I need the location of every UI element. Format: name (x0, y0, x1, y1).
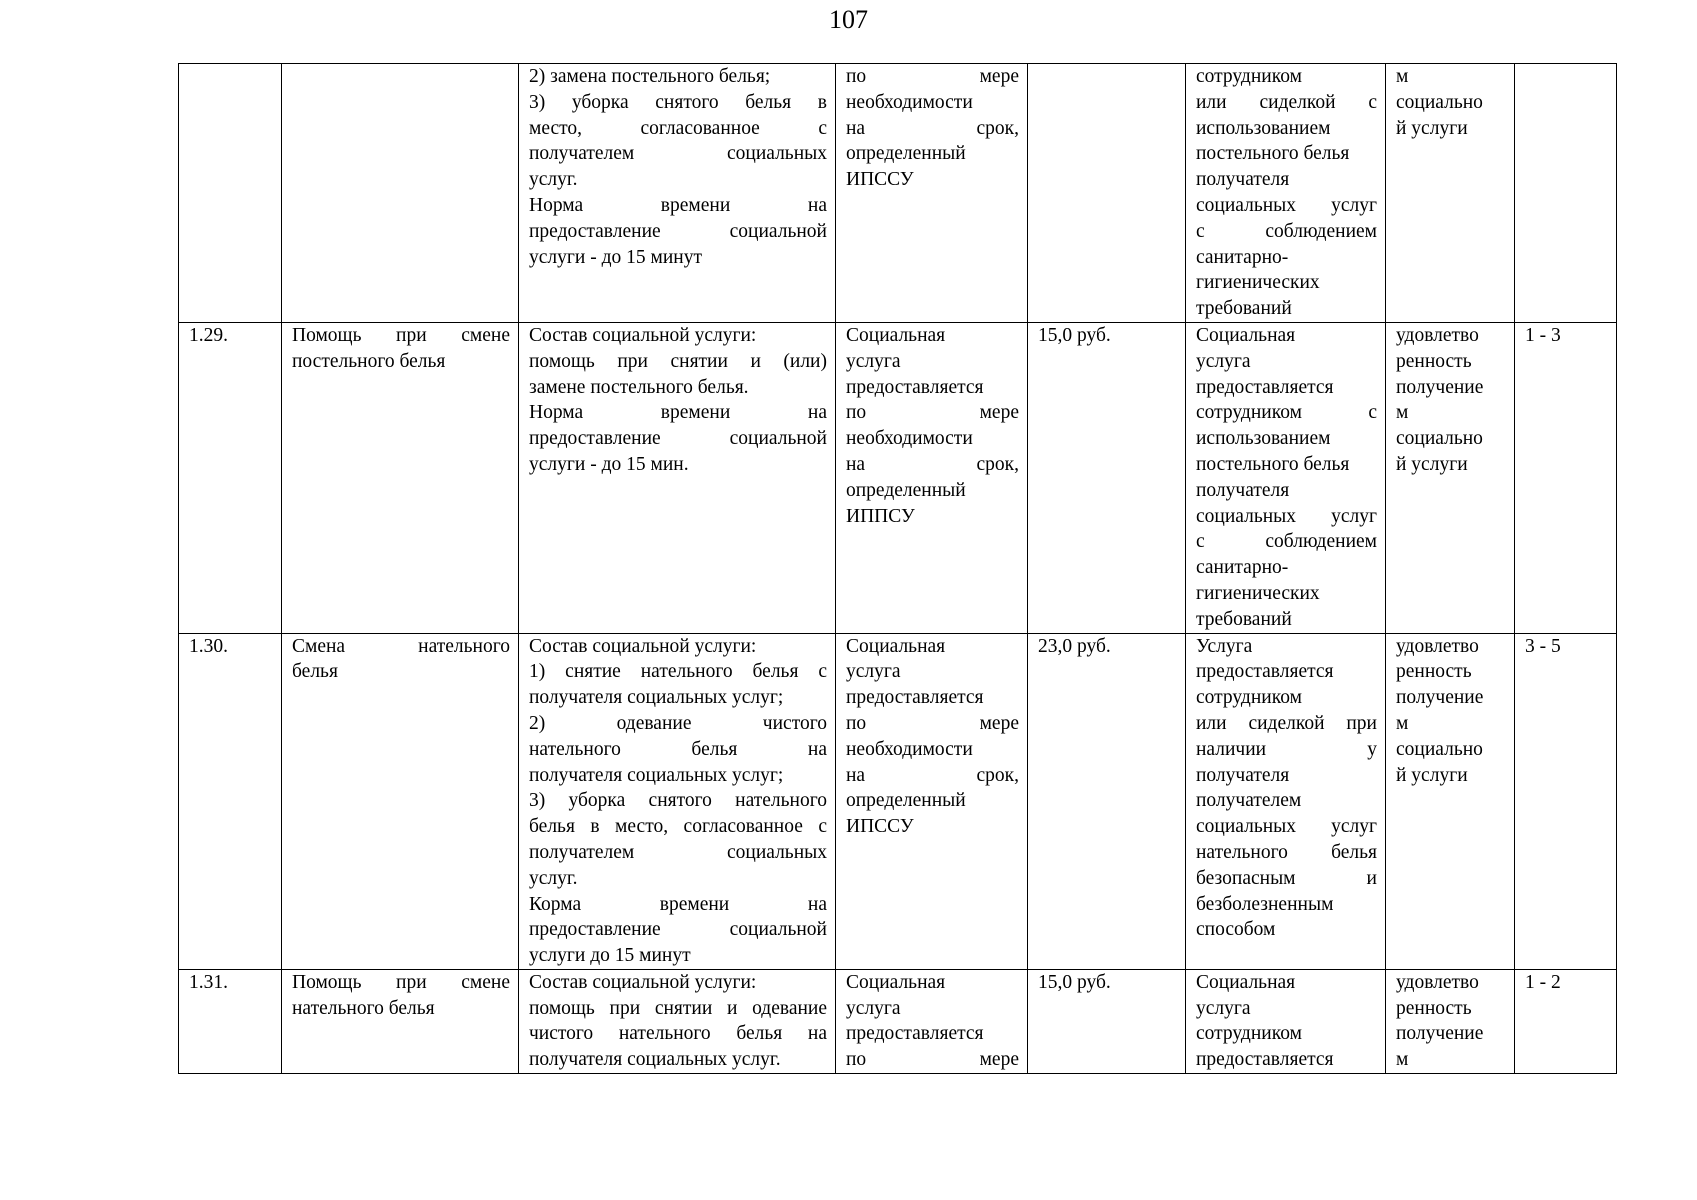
cell-text-line: нательного белья на (529, 738, 827, 760)
cell-text-line: с соблюдением (1196, 220, 1377, 242)
cell-text-line: получателя (1196, 169, 1290, 191)
cell-text-line: требований (1196, 298, 1292, 320)
indicator-cell (1386, 969, 1515, 1073)
price-cell (1028, 969, 1186, 1073)
conditions-cell (836, 969, 1028, 1073)
cell-text-line: определенный (846, 479, 966, 501)
cell-text-line: постельного белья (1196, 453, 1350, 475)
cell-text-line: получателем (1196, 790, 1302, 812)
cell-text-line: нательного белья (292, 997, 435, 1019)
cell-text-line: м (1396, 712, 1409, 734)
cell-text-line: Социальная (846, 635, 946, 657)
cell-text-line: социально (1396, 91, 1483, 113)
cell-text-line: социальных услуг (1196, 505, 1377, 527)
cell-text-line: услуги - до 15 минут (529, 246, 702, 268)
method-cell (1186, 322, 1386, 633)
cell-text-line: 1.30. (189, 635, 228, 657)
cell-text-line: санитарно- (1196, 246, 1289, 268)
cell-text-line: й услуги (1396, 453, 1468, 475)
method-cell (1186, 633, 1386, 969)
cell-text-line: услуга (846, 661, 901, 683)
cell-text-line: предоставление социальной (529, 220, 827, 242)
cell-text-line: Услуга (1196, 635, 1253, 657)
cell-text-line: необходимости (846, 428, 973, 450)
cell-text-line: по мере (846, 1049, 1019, 1071)
cell-text-line: на срок, (846, 117, 1019, 139)
cell-text-line: использованием (1196, 117, 1331, 139)
cell-text-line: Социальная (846, 324, 946, 346)
indicator-cell (1386, 64, 1515, 323)
cell-text-line: 1.31. (189, 971, 228, 993)
cell-text-line: услуг. (529, 867, 578, 889)
cell-text-line: 2) замена постельного белья; (529, 66, 771, 87)
cell-text-line: нательного белья (1196, 841, 1377, 863)
cell-text-line: или сиделкой при (1196, 712, 1377, 734)
table-row (179, 322, 1617, 633)
cell-text-line: услуги - до 15 мин. (529, 453, 689, 475)
method-cell (1186, 969, 1386, 1073)
cell-text-line: Смена нательного (292, 635, 510, 657)
service-name-cell (282, 633, 519, 969)
cell-text-line: Корма времени на (529, 893, 827, 915)
cell-text-line: замене постельного белья. (529, 376, 749, 398)
cell-text-line: по мере (846, 66, 1019, 87)
cell-text-line: Помощь при смене (292, 324, 510, 346)
cell-text-line: получение (1396, 687, 1484, 709)
price-cell (1028, 64, 1186, 323)
cell-text-line: получателем социальных (529, 841, 827, 863)
cell-text-line: с соблюдением (1196, 531, 1377, 553)
service-name-cell (282, 969, 519, 1073)
cell-text-line: или сиделкой с (1196, 91, 1377, 113)
cell-text-line: м (1396, 1049, 1409, 1071)
conditions-cell (836, 64, 1028, 323)
cell-text-line: 15,0 руб. (1038, 971, 1111, 993)
cell-text-line: необходимости (846, 91, 973, 113)
cell-text-line: постельного белья (292, 350, 446, 372)
cell-text-line: помощь при снятии и одевание (529, 997, 827, 1019)
services-table (178, 63, 1617, 1074)
cell-text-line: м (1396, 402, 1409, 424)
evaluation-range-cell (1515, 633, 1617, 969)
cell-text-line: санитарно- (1196, 557, 1289, 579)
cell-text-line: 3 - 5 (1525, 635, 1561, 657)
cell-text-line: 15,0 руб. (1038, 324, 1111, 346)
cell-text-line: социальных услуг (1196, 816, 1377, 838)
cell-text-line: получение (1396, 376, 1484, 398)
cell-text-line: наличии у (1196, 738, 1377, 760)
cell-text-line: безболезненным (1196, 893, 1334, 915)
cell-text-line: гигиенических (1196, 272, 1320, 294)
cell-text-line: удовлетво (1396, 971, 1479, 993)
cell-text-line: Состав социальной услуги: (529, 971, 757, 993)
cell-text-line: предоставляется (846, 687, 984, 709)
cell-text-line: 1 - 2 (1525, 971, 1561, 993)
cell-text-line: предоставляется (846, 1023, 984, 1045)
table-row (179, 969, 1617, 1073)
cell-text-line: м (1396, 66, 1409, 87)
cell-text-line: предоставляется (846, 376, 984, 398)
cell-text-line: белья в место, согласованное с (529, 816, 827, 838)
cell-text-line: способом (1196, 919, 1276, 941)
indicator-cell (1386, 322, 1515, 633)
cell-text-line: Состав социальной услуги: (529, 324, 757, 346)
cell-text-line: сотрудником (1196, 1023, 1302, 1045)
service-content-cell (519, 969, 836, 1073)
row-number-cell (179, 969, 282, 1073)
cell-text-line: определенный (846, 790, 966, 812)
cell-text-line: предоставляется (1196, 376, 1334, 398)
cell-text-line: на срок, (846, 764, 1019, 786)
cell-text-line: 23,0 руб. (1038, 635, 1111, 657)
conditions-cell (836, 322, 1028, 633)
cell-text-line: 1.29. (189, 324, 228, 346)
cell-text-line: 3) уборка снятого нательного (529, 790, 827, 812)
cell-text-line: ИППСУ (846, 505, 915, 527)
cell-text-line: Социальная (846, 971, 946, 993)
cell-text-line: Норма времени на (529, 194, 827, 216)
service-content-cell (519, 322, 836, 633)
cell-text-line: удовлетво (1396, 635, 1479, 657)
cell-text-line: услуга (846, 350, 901, 372)
cell-text-line: предоставляется (1196, 1049, 1334, 1071)
conditions-cell (836, 633, 1028, 969)
cell-text-line: получателя социальных услуг; (529, 687, 784, 709)
table-row (179, 633, 1617, 969)
cell-text-line: Состав социальной услуги: (529, 635, 757, 657)
cell-text-line: требований (1196, 608, 1292, 630)
cell-text-line: получателем социальных (529, 143, 827, 165)
cell-text-line: постельного белья (1196, 143, 1350, 165)
cell-text-line: по мере (846, 712, 1019, 734)
price-cell (1028, 322, 1186, 633)
cell-text-line: предоставление социальной (529, 428, 827, 450)
cell-text-line: на срок, (846, 453, 1019, 475)
cell-text-line: услуга (1196, 350, 1251, 372)
row-number-cell (179, 322, 282, 633)
cell-text-line: по мере (846, 402, 1019, 424)
cell-text-line: социально (1396, 738, 1483, 760)
evaluation-range-cell (1515, 64, 1617, 323)
cell-text-line: определенный (846, 143, 966, 165)
method-cell (1186, 64, 1386, 323)
cell-text-line: ренность (1396, 997, 1472, 1019)
cell-text-line: получателя социальных услуг; (529, 764, 784, 786)
cell-text-line: ренность (1396, 350, 1472, 372)
cell-text-line: предоставление социальной (529, 919, 827, 941)
cell-text-line: сотрудником (1196, 687, 1302, 709)
cell-text-line: й услуги (1396, 764, 1468, 786)
cell-text-line: предоставляется (1196, 661, 1334, 683)
price-cell (1028, 633, 1186, 969)
cell-text-line: услуги до 15 минут (529, 945, 691, 967)
cell-text-line: получателя социальных услуг. (529, 1049, 781, 1071)
cell-text-line: безопасным и (1196, 867, 1377, 889)
cell-text-line: услуг. (529, 169, 578, 191)
cell-text-line: 1) снятие нательного белья с (529, 661, 827, 683)
cell-text-line: услуга (1196, 997, 1251, 1019)
service-name-cell (282, 64, 519, 323)
cell-text-line: белья (292, 661, 338, 683)
cell-text-line: удовлетво (1396, 324, 1479, 346)
cell-text-line: й услуги (1396, 117, 1468, 139)
cell-text-line: социальных услуг (1196, 194, 1377, 216)
service-content-cell (519, 64, 836, 323)
cell-text-line: ренность (1396, 661, 1472, 683)
service-content-cell (519, 633, 836, 969)
evaluation-range-cell (1515, 969, 1617, 1073)
cell-text-line: Социальная (1196, 971, 1296, 993)
cell-text-line: Норма времени на (529, 402, 827, 424)
row-number-cell (179, 64, 282, 323)
row-number-cell (179, 633, 282, 969)
cell-text-line: услуга (846, 997, 901, 1019)
cell-text-line: сотрудником с (1196, 402, 1377, 424)
cell-text-line: ИПССУ (846, 816, 914, 838)
cell-text-line: Социальная (1196, 324, 1296, 346)
cell-text-line: получателя (1196, 764, 1290, 786)
page-number: 107 (829, 5, 868, 34)
cell-text-line: социально (1396, 428, 1483, 450)
cell-text-line: Помощь при смене (292, 971, 510, 993)
cell-text-line: использованием (1196, 428, 1331, 450)
cell-text-line: ИПССУ (846, 169, 914, 191)
cell-text-line: получение (1396, 1023, 1484, 1045)
indicator-cell (1386, 633, 1515, 969)
cell-text-line: место, согласованное с (529, 117, 827, 139)
cell-text-line: помощь при снятии и (или) (529, 350, 827, 372)
table-row (179, 64, 1617, 323)
cell-text-line: 2) одевание чистого (529, 712, 827, 734)
cell-text-line: необходимости (846, 738, 973, 760)
cell-text-line: сотрудником (1196, 66, 1302, 87)
cell-text-line: чистого нательного белья на (529, 1023, 827, 1045)
evaluation-range-cell (1515, 322, 1617, 633)
service-name-cell (282, 322, 519, 633)
cell-text-line: 3) уборка снятого белья в (529, 91, 827, 113)
cell-text-line: получателя (1196, 479, 1290, 501)
cell-text-line: 1 - 3 (1525, 324, 1561, 346)
cell-text-line: гигиенических (1196, 582, 1320, 604)
